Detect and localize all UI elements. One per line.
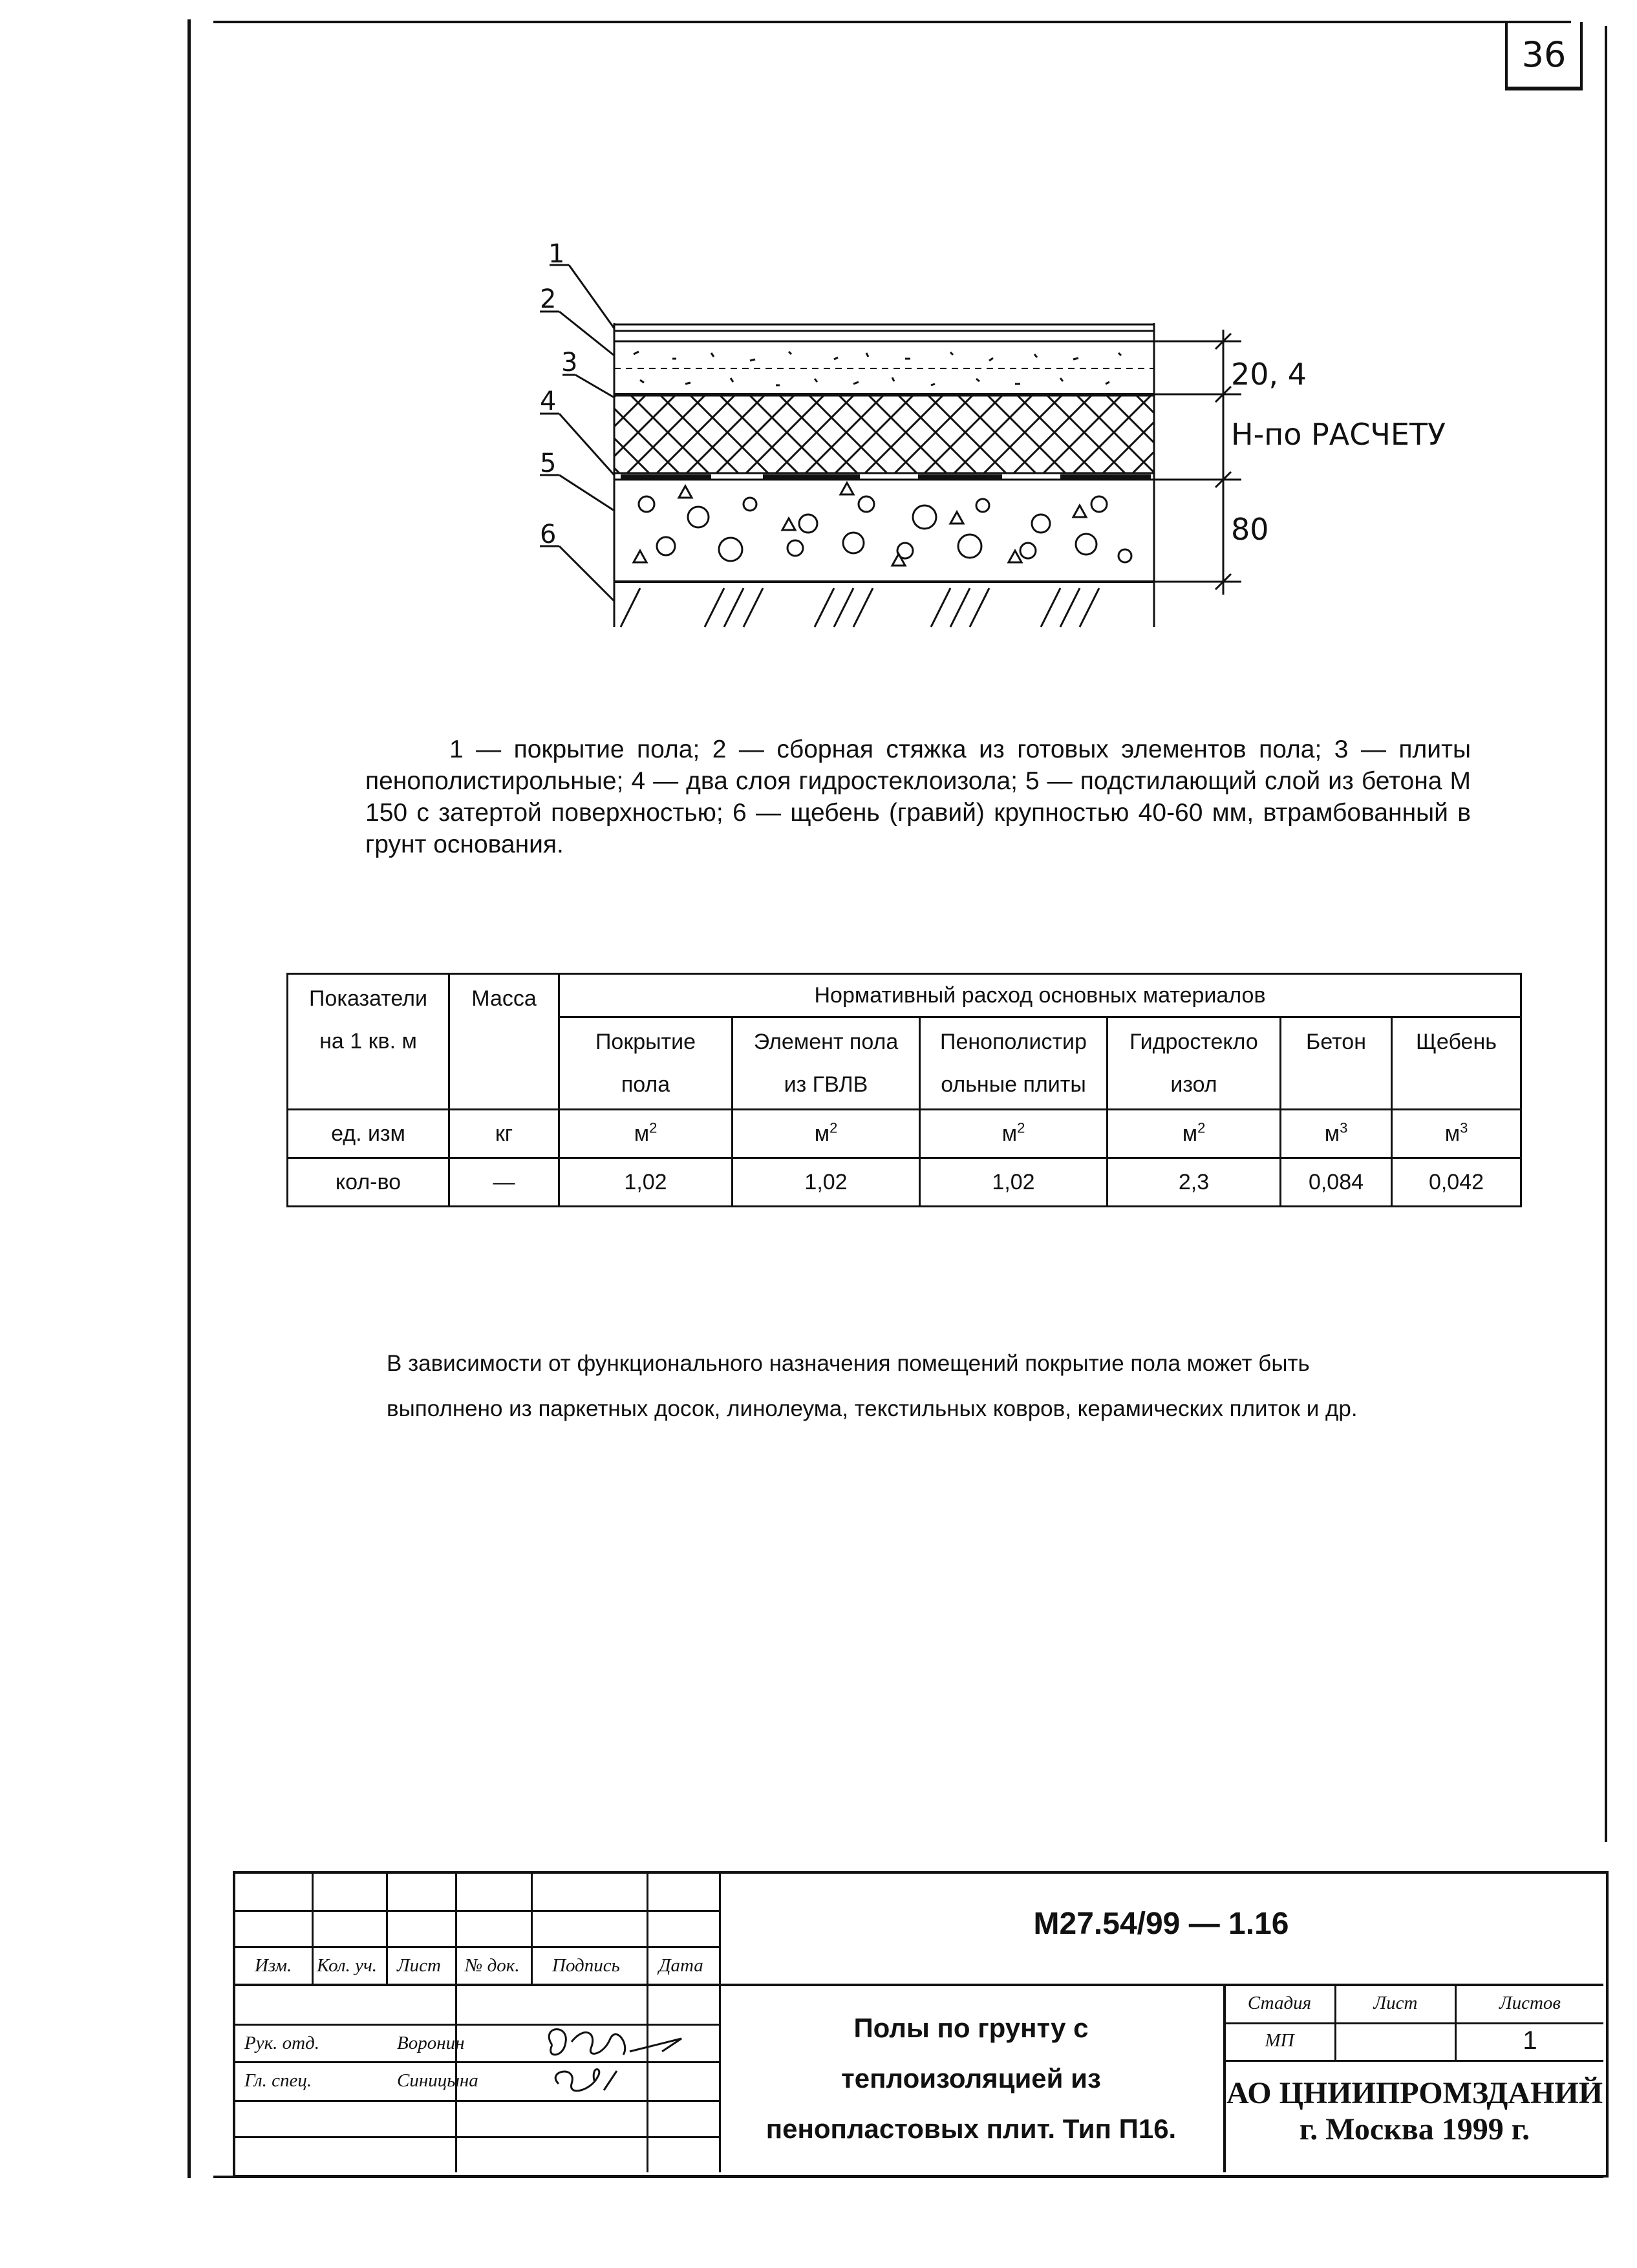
- note-line-2: выполнено из паркетных досок, линолеума, текстильных ковров, керамических плиток и др.: [387, 1396, 1358, 1421]
- table-row-units: [288, 1110, 1521, 1158]
- cell-qty-label: кол-во: [288, 1158, 449, 1207]
- header-material: Пенополистир ольные плиты: [920, 1017, 1107, 1110]
- layer-4-waterproofing: [614, 473, 1154, 480]
- header-material: Гидростекло изол: [1107, 1017, 1281, 1110]
- callout-6: 6: [540, 520, 557, 549]
- document-code: М27.54/99 — 1.16: [1033, 1907, 1289, 1941]
- cell-unit: $м^3$: [1281, 1110, 1392, 1158]
- header-material-consumption: Нормативный расход основных материалов: [559, 974, 1521, 1017]
- callout-2: 2: [540, 284, 557, 314]
- page-number: 36: [1505, 22, 1583, 90]
- callout-1: 1: [548, 239, 565, 269]
- cell-unit: $м^2$: [1107, 1110, 1281, 1158]
- note-line-1: В зависимости от функционального назначения помещений покрытие пола может быть: [387, 1351, 1310, 1376]
- dim-top-layers: 20, 4: [1231, 357, 1307, 392]
- dim-insulation: H-по РАСЧЕТУ: [1231, 417, 1446, 452]
- sheet-label: Лист: [1373, 1993, 1418, 2013]
- header-izm: Изм.: [255, 1955, 292, 1976]
- header-material: Элемент пола из ГВЛВ: [733, 1017, 920, 1110]
- header-indicators: Показатели на 1 кв. м: [288, 974, 449, 1110]
- cell-unit-mass: кг: [449, 1110, 559, 1158]
- cell-unit: $м^2$: [733, 1110, 920, 1158]
- layer-6-ground-hatch: [621, 588, 1099, 627]
- frame-right-border: [1605, 26, 1607, 1842]
- layer-1-covering: [614, 324, 1154, 331]
- name-head-of-dept: Воронин: [397, 2033, 465, 2053]
- stage-value: МП: [1265, 2030, 1294, 2051]
- cell-unit: $м^3$: [1392, 1110, 1521, 1158]
- cell-qty-mass: —: [449, 1158, 559, 1207]
- header-list: Лист: [397, 1955, 441, 1976]
- cell-qty: 1,02: [733, 1158, 920, 1207]
- callout-5: 5: [540, 449, 557, 478]
- header-no-dok: № док.: [465, 1955, 520, 1976]
- header-material: Покрытие пола: [559, 1017, 733, 1110]
- layer-5-concrete: [634, 483, 1131, 566]
- frame-top-border: [213, 21, 1571, 23]
- sheets-value: 1: [1523, 2026, 1537, 2055]
- cell-unit: $м^2$: [920, 1110, 1107, 1158]
- stage-label: Стадия: [1247, 1993, 1312, 2013]
- header-data: Дата: [659, 1955, 703, 1976]
- organization-name: АО ЦНИИПРОМЗДАНИЙ г. Москва 1999 г.: [1226, 2076, 1603, 2146]
- frame-bottom-border: [213, 2176, 1603, 2178]
- role-head-of-dept: Рук. отд.: [244, 2033, 320, 2053]
- callout-3: 3: [561, 348, 578, 377]
- sheet-title: Полы по грунту с теплоизоляцией из пенопластовых плит. Тип П16.: [765, 2013, 1177, 2144]
- layers-legend: [365, 734, 1471, 860]
- cell-qty: 0,084: [1281, 1158, 1392, 1207]
- cell-qty: 1,02: [920, 1158, 1107, 1207]
- sheets-label: Листов: [1499, 1993, 1561, 2013]
- cell-qty: 0,042: [1392, 1158, 1521, 1207]
- header-kol-uch: Кол. уч.: [317, 1955, 378, 1976]
- floor-covering-note: [387, 1341, 1486, 1432]
- role-chief-specialist: Гл. спец.: [244, 2070, 312, 2091]
- cell-unit: $м^2$: [559, 1110, 733, 1158]
- frame-left-border: [187, 19, 191, 2178]
- materials-table: [286, 973, 1522, 1207]
- cell-qty: 2,3: [1107, 1158, 1281, 1207]
- layer-3-eps-boards: [614, 396, 1154, 473]
- header-material: Бетон: [1281, 1017, 1392, 1110]
- dimension-lines: [1154, 330, 1241, 595]
- header-mass: Масса: [449, 974, 559, 1110]
- table-row-quantity: [288, 1158, 1521, 1207]
- callouts: [540, 265, 614, 601]
- header-material: Щебень: [1392, 1017, 1521, 1110]
- cell-unit-label: ед. изм: [288, 1110, 449, 1158]
- dim-base: 80: [1231, 512, 1269, 547]
- title-block: [233, 1871, 1609, 2178]
- floor-section-diagram: [504, 239, 1487, 659]
- legend-text: 1 — покрытие пола; 2 — сборная стяжка из готовых элементов пола; 3 — плиты пенополистирольные; 4 — два слоя гидростеклоизола; 5 — подстилающий слой из бетона М 150 с затертой поверхностью; 6 — щебень (гравий) крупностью 40-60 мм, втрамбованный в грунт основания.: [365, 736, 1471, 858]
- cell-qty: 1,02: [559, 1158, 733, 1207]
- callout-4: 4: [540, 387, 557, 416]
- layer-2-screed: [614, 341, 1154, 394]
- signatures-drawn: [533, 2019, 714, 2110]
- header-podpis: Подпись: [552, 1955, 620, 1976]
- name-chief-specialist: Синицына: [397, 2070, 478, 2091]
